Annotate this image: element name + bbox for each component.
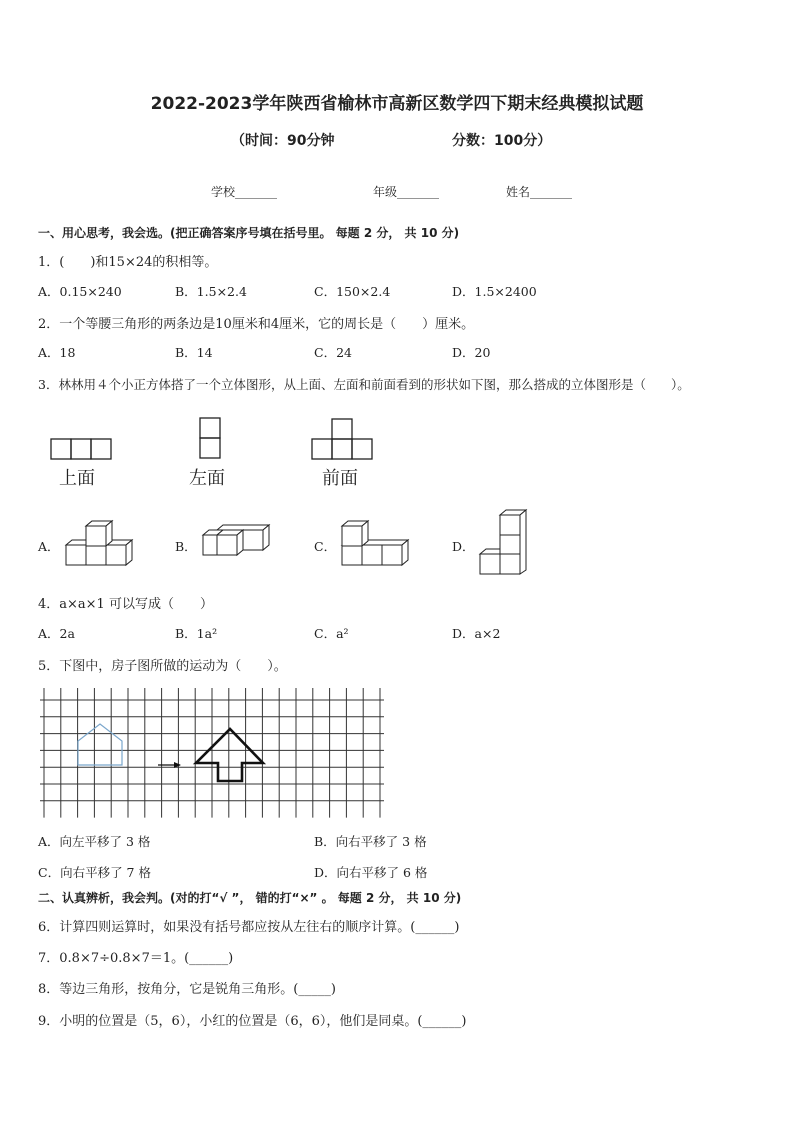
question-9: 9．小明的位置是（5，6），小红的位置是（6，6），他们是同桌。(______) — [38, 1014, 467, 1029]
front-view-label: 前面 — [322, 468, 358, 489]
q3-option-c-figure — [340, 520, 410, 566]
page-title: 2022-2023学年陕西省榆林市高新区数学四下期末经典模拟试题 — [150, 94, 644, 114]
q1-option-c: C．150×2.4 — [314, 284, 391, 299]
question-2: 2．一个等腰三角形的两条边是10厘米和4厘米，它的周长是（ ）厘米。 — [38, 317, 475, 332]
q1-option-d: D．1.5×2400 — [452, 284, 537, 299]
question-7: 7．0.8×7÷0.8×7＝1。(______) — [38, 951, 234, 966]
q2-option-a: A．18 — [38, 345, 76, 360]
q1-option-a: A．0.15×240 — [38, 284, 122, 299]
q4-option-c: C．a² — [314, 626, 349, 641]
front-view-figure — [311, 418, 373, 460]
house-original — [78, 724, 122, 765]
grade-field: 年级_______ — [373, 185, 440, 199]
q3-option-a-figure — [64, 520, 134, 566]
q3-option-b-figure — [203, 527, 271, 557]
exam-score: 分数：100分） — [452, 133, 552, 149]
question-5: 5．下图中，房子图所做的运动为（ ）。 — [38, 659, 287, 674]
q2-option-b: B．14 — [175, 345, 213, 360]
section-2-heading: 二、认真辨析，我会判。(对的打“√ ”， 错的打“×” 。 每题 2 分， 共 10 分) — [38, 891, 462, 905]
left-view-figure — [199, 417, 221, 459]
name-field: 姓名_______ — [506, 185, 573, 199]
q5-option-a: A．向左平移了 3 格 — [38, 834, 151, 849]
house-moved — [196, 729, 263, 781]
question-8: 8．等边三角形，按角分，它是锐角三角形。(_____) — [38, 982, 336, 997]
q3-option-b: B． — [175, 539, 197, 554]
question-6: 6．计算四则运算时，如果没有括号都应按从左往右的顺序计算。(______) — [38, 920, 460, 935]
q3-option-d-figure — [479, 510, 527, 574]
section-1-heading: 一、用心思考，我会选。(把正确答案序号填在括号里。 每题 2 分， 共 10 分) — [38, 226, 460, 240]
question-3: 3．林林用４个小正方体搭了一个立体图形，从上面、左面和前面看到的形状如下图，那么搭成的立体图形是（ ）。 — [38, 377, 690, 392]
q3-option-c: C． — [314, 539, 337, 554]
question-1: 1．( )和15×24的积相等。 — [38, 255, 218, 270]
q2-option-d: D．20 — [452, 345, 491, 360]
top-view-figure — [50, 438, 112, 460]
left-view-label: 左面 — [189, 468, 225, 489]
q3-option-a: A． — [38, 539, 60, 554]
question-4: 4．a×a×1 可以写成（ ） — [38, 597, 213, 612]
q3-option-d: D． — [452, 539, 475, 554]
q5-option-c: C．向右平移了 7 格 — [38, 865, 151, 880]
q5-option-b: B．向右平移了 3 格 — [314, 834, 427, 849]
exam-time: （时间：90分钟 — [231, 133, 335, 149]
q5-option-d: D．向右平移了 6 格 — [314, 865, 428, 880]
q4-option-d: D．a×2 — [452, 626, 501, 641]
q2-option-c: C．24 — [314, 345, 352, 360]
q1-option-b: B．1.5×2.4 — [175, 284, 247, 299]
q4-option-a: A．2a — [38, 626, 75, 641]
q4-option-b: B．1a² — [175, 626, 218, 641]
top-view-label: 上面 — [59, 468, 95, 489]
school-field: 学校_______ — [211, 185, 278, 199]
translation-grid — [40, 688, 396, 814]
